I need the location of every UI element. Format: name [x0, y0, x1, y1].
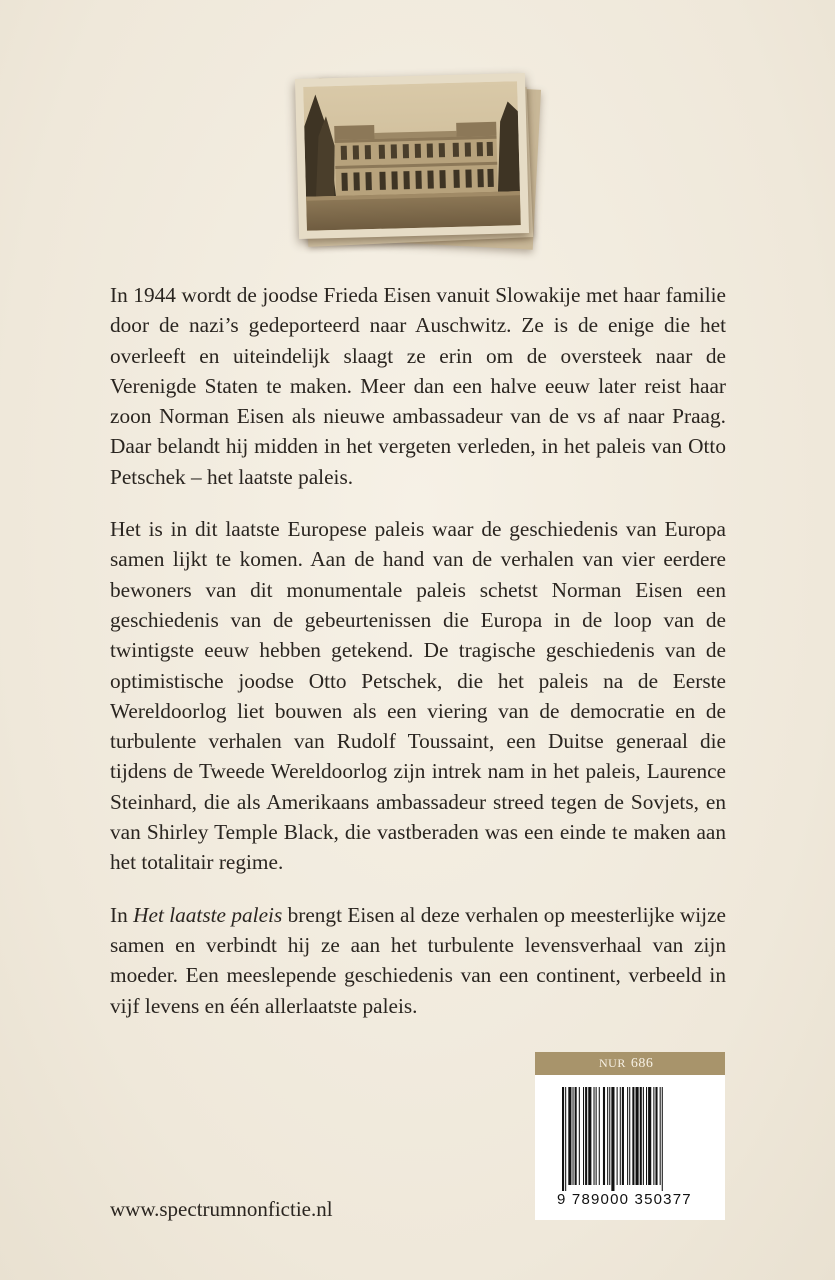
barcode-bar: [636, 1087, 639, 1185]
book-title-italic: Het laatste paleis: [133, 902, 283, 927]
isbn-barcode: [535, 1075, 725, 1220]
blurb-paragraph-3: [110, 900, 726, 1021]
barcode-bars: [560, 1087, 700, 1191]
barcode-bar: [640, 1087, 642, 1185]
barcode-bar: [568, 1087, 571, 1185]
barcode-bar: [607, 1087, 608, 1185]
barcode-bar: [629, 1087, 630, 1185]
palace-photo: [295, 73, 529, 239]
barcode-bar: [588, 1087, 591, 1185]
barcode-bar: [622, 1087, 624, 1185]
barcode-bar: [662, 1087, 663, 1191]
barcode-bar: [573, 1087, 574, 1185]
photo-stack: [295, 72, 540, 247]
blurb-paragraph-1: In 1944 wordt de joodse Frieda Eisen vanuit Slowakije met haar familie door de nazi’s gedeporteerd naar Auschwitz. Ze is de enige die het overleeft en uiteindelijk slaagt ze erin om de oversteek naar de Verenigde Staten te maken. Meer dan een halve eeuw later reist haar zoon Norman Eisen als nieuwe ambassadeur van de vs af naar Praag. Daar belandt hij midden in het vergeten verleden, in het paleis van Otto Petschek – het laatste paleis.: [110, 283, 726, 489]
blurb-p3-rest: brengt Eisen al deze verhalen op meesterlijke wijze samen en verbindt hij ze aan het turbulente levensverhaal van zijn moeder. Een meeslepende geschiedenis van een continent, verbeeld in vijf levens en één allerlaatste paleis.: [110, 902, 726, 1018]
barcode-bar: [660, 1087, 661, 1185]
barcode-bar: [617, 1087, 618, 1185]
barcode-bar: [599, 1087, 600, 1185]
nur-code-label: [535, 1052, 725, 1075]
barcode-bar: [611, 1087, 614, 1191]
nur-number: 686: [630, 1055, 654, 1071]
barcode-bar: [646, 1087, 647, 1185]
barcode-bar: [653, 1087, 654, 1185]
barcode-bar: [562, 1087, 564, 1191]
barcode-digits: 9 789000 350377: [557, 1191, 692, 1208]
nur-label: NUR: [599, 1056, 626, 1070]
barcode-bar: [579, 1087, 580, 1185]
barcode-bar: [594, 1087, 595, 1185]
blurb-paragraph-2: Het is in dit laatste Europese paleis waar de geschiedenis van Europa samen lijkt te komen. Aan de hand van de verhalen van vier eerdere bewoners van dit monumentale paleis schetst Norman Eisen een geschiedenis van de gebeurtenissen die Europa in de loop van de twintigste eeuw hebben getekend. De tragische geschiedenis van de optimistische joodse Otto Petschek, die het paleis na de Eerste Wereldoorlog liet bouwen als een viering van de democratie en de turbulente verhalen van Rudolf Toussaint, een Duitse generaal die tijdens de Tweede Wereldoorlog zijn intrek nam in het paleis, Laurence Steinhard, die als Amerikaans ambassadeur streed tegen de Sovjets, en van Shirley Temple Black, die vastberaden was een einde te maken aan het totalitair regime.: [110, 517, 726, 875]
barcode-bar: [596, 1087, 597, 1185]
barcode-bar: [565, 1087, 566, 1191]
blurb-p3-lead: In: [110, 902, 134, 927]
barcode-bar: [655, 1087, 657, 1185]
barcode-bar: [609, 1087, 610, 1185]
back-cover-blurb: [110, 280, 726, 1043]
palace-illustration: [303, 81, 521, 231]
barcode-bar: [603, 1087, 605, 1185]
barcode-bar: [632, 1087, 634, 1185]
publisher-website[interactable]: www.spectrumnonfictie.nl: [110, 1197, 333, 1221]
barcode-bar: [585, 1087, 587, 1185]
barcode-bar: [620, 1087, 621, 1185]
barcode-bar: [575, 1087, 577, 1185]
barcode-bar: [583, 1087, 584, 1185]
barcode-bar: [643, 1087, 644, 1185]
barcode-bar: [627, 1087, 628, 1185]
barcode-bar: [648, 1087, 651, 1185]
